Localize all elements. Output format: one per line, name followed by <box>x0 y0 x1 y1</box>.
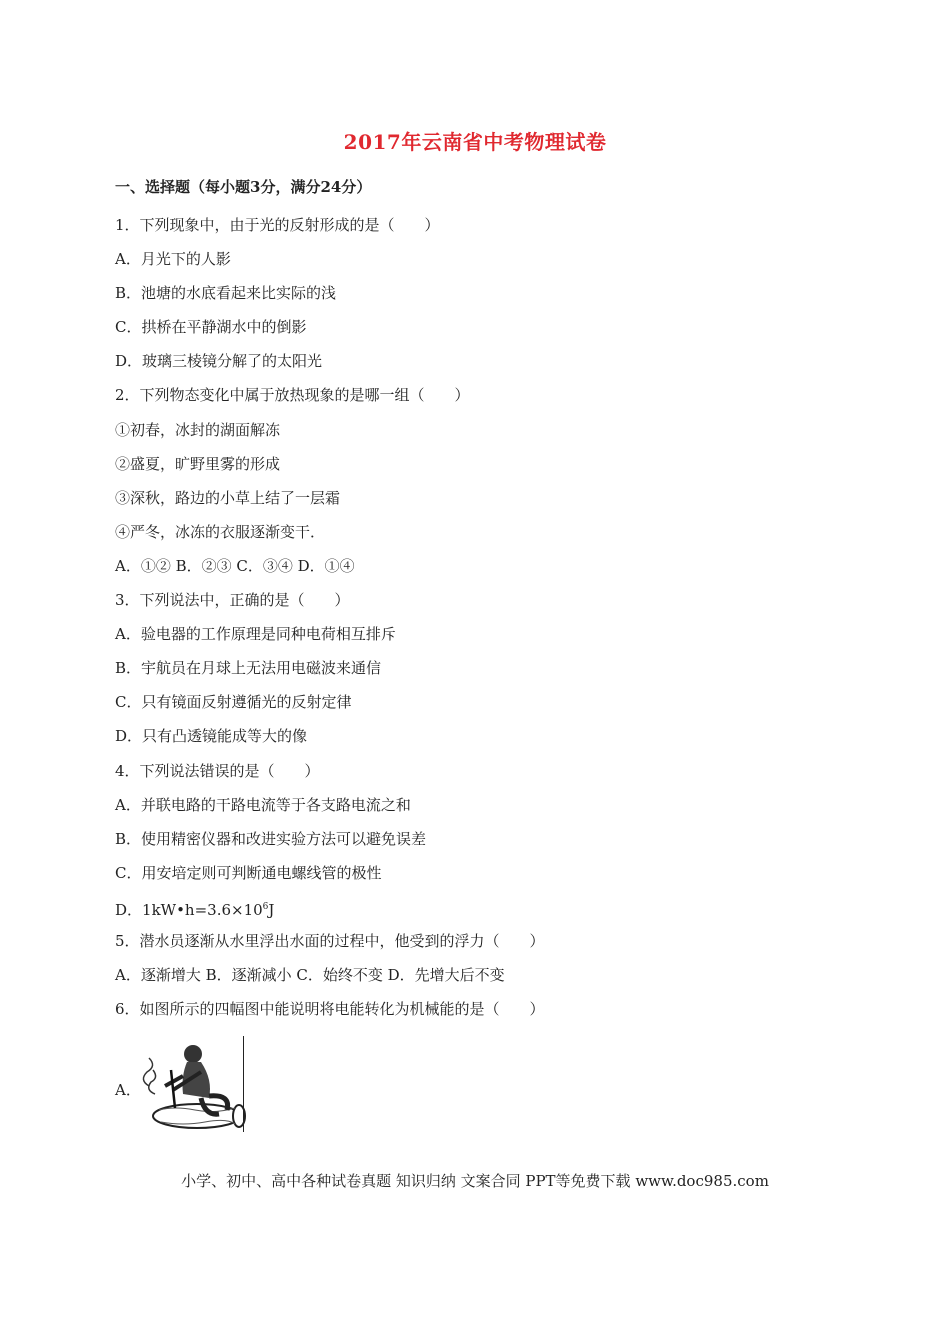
question-text: 5．潜水员逐渐从水里浮出水面的过程中，他受到的浮力（ ） <box>115 931 545 950</box>
question-text: 3．下列说法中，正确的是（ ） <box>115 591 350 610</box>
statement-text: ④严冬，冰冻的衣服逐渐变干． <box>115 522 326 541</box>
page-title: 2017年云南省中考物理试卷 <box>343 130 607 154</box>
option-prefix: D．1kW•h=3.6×10 <box>115 900 263 919</box>
option-text: D．玻璃三棱镜分解了的太阳光 <box>115 352 323 371</box>
exponent: 6 <box>262 901 269 912</box>
option-text: C．用安培定则可判断通电螺线管的极性 <box>115 863 382 882</box>
statement-text: ②盛夏，旷野里雾的形成 <box>115 454 281 473</box>
figure-divider <box>243 1036 244 1132</box>
figure-label: A． <box>115 1081 141 1099</box>
option-text-with-exponent <box>115 890 815 924</box>
option-text: B．使用精密仪器和改进实验方法可以避免误差 <box>115 829 427 848</box>
question-list <box>115 208 815 1026</box>
statement-text: ③深秋，路边的小草上结了一层霜 <box>115 488 341 507</box>
option-text: D．只有凸透镜能成等大的像 <box>115 727 308 746</box>
option-text: A．逐渐增大 B．逐渐减小 C．始终不变 D．先增大后不变 <box>115 966 505 985</box>
question-text: 6．如图所示的四幅图中能说明将电能转化为机械能的是（ ） <box>115 1000 545 1019</box>
option-text: B．宇航员在月球上无法用电磁波来通信 <box>115 659 382 678</box>
section-heading: 一、选择题（每小题3分，满分24分） <box>115 178 372 196</box>
option-text: A．①② B．②③ C．③④ D．①④ <box>115 556 355 575</box>
option-text: C．拱桥在平静湖水中的倒影 <box>115 318 307 337</box>
option-text: A．月光下的人影 <box>115 250 231 269</box>
unit: J <box>268 900 275 919</box>
option-text: C．只有镜面反射遵循光的反射定律 <box>115 693 352 712</box>
page-footer: 小学、初中、高中各种试卷真题 知识归纳 文案合同 PPT等免费下载 www.doc985.com <box>181 1172 769 1190</box>
question-text: 2．下列物态变化中属于放热现象的是哪一组（ ） <box>115 386 470 405</box>
option-text: A．验电器的工作原理是同种电荷相互排斥 <box>115 625 396 644</box>
person-sawing-log-illustration <box>135 1036 265 1136</box>
statement-text: ①初春，冰封的湖面解冻 <box>115 420 281 439</box>
question-text: 1．下列现象中，由于光的反射形成的是（ ） <box>115 216 440 234</box>
option-text: B．池塘的水底看起来比实际的浅 <box>115 284 337 303</box>
option-text: A．并联电路的干路电流等于各支路电流之和 <box>115 795 411 814</box>
question-text: 4．下列说法错误的是（ ） <box>115 761 320 780</box>
